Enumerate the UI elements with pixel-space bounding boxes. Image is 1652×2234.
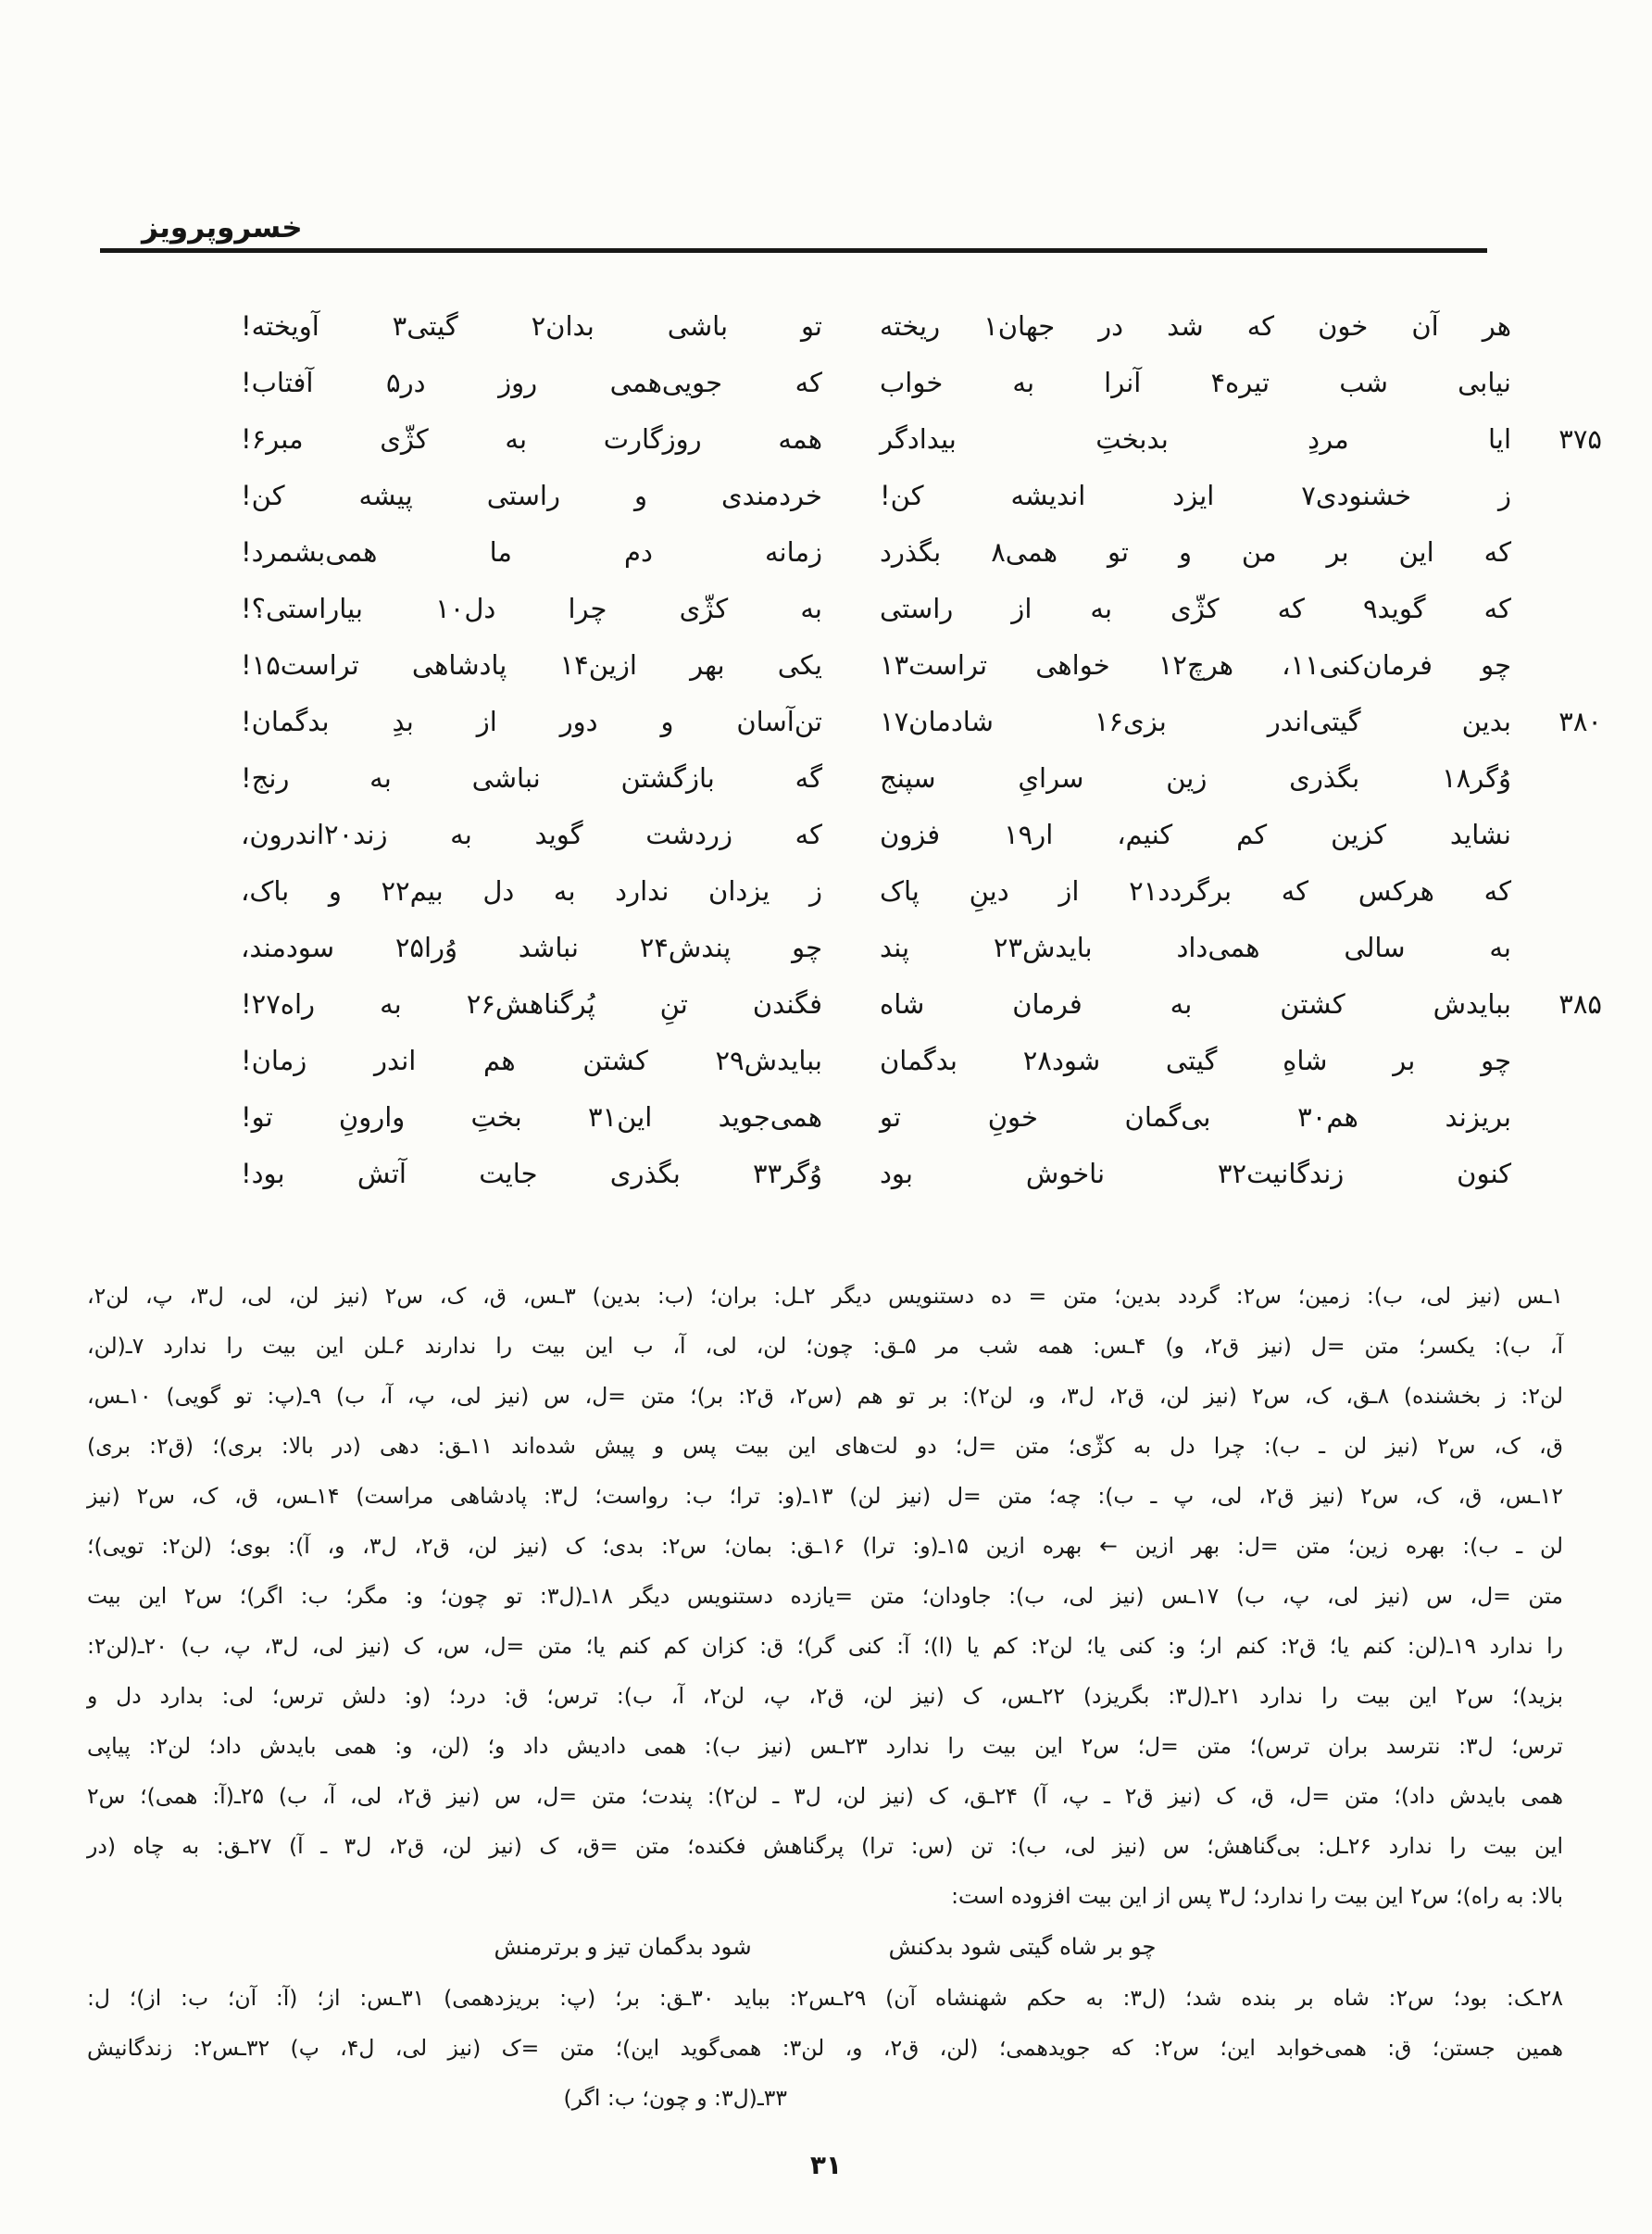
- column-gutter: [822, 581, 880, 637]
- apparatus-line: ۳۳ـ(ل۳: و چون؛ ب: اگر): [563, 2085, 787, 2111]
- column-gutter: [822, 298, 880, 355]
- hemistich-left: چو پندش۲۴ نباشد وُرا۲۵ سودمند،: [241, 932, 823, 963]
- hemistich-right: بدین گیتی‌اندر بزی۱۶ شادمان۱۷: [880, 706, 1512, 737]
- page-number: ۳۱: [809, 2150, 843, 2180]
- hemistich-left: تو باشی بدان۲ گیتی۳ آویخته!: [241, 310, 822, 342]
- hemistich-left: به کژّی چرا دل۱۰ بیاراستی؟!: [241, 593, 822, 624]
- apparatus-line: ۱ـس (نیز لی، ب): زمین؛ س۲: گردد بدین؛ متن = ده دستنویس دیگر ۲ـل: بران؛ (ب: بدین) ۳ـس، ق، ک، س۲ (نیز لن، لی، ل۳، پ، لن۲،: [87, 1283, 1564, 1309]
- apparatus-line: ۱۲ـس، ق، ک، س۲ (نیز ق۲، لی، پ ـ ب): چه؛ متن =ل (نیز لن) ۱۳ـ(و: ترا؛ ب: رواست؛ ل۳: پادشاهی مراست) ۱۴ـس، ق، ک، س۲ (نیز: [87, 1483, 1563, 1509]
- column-gutter: [822, 1033, 880, 1089]
- verse-row: [241, 298, 1511, 355]
- column-gutter: [822, 694, 880, 750]
- verse-row: [241, 694, 1602, 750]
- column-gutter: [822, 1089, 880, 1146]
- hemistich-right: نشاید کزین کم کنیم، ار۱۹ فزون: [880, 819, 1511, 850]
- running-title: خسروپرویز: [142, 211, 303, 245]
- header-rule: [100, 248, 1487, 253]
- verse-row: [241, 468, 1511, 524]
- verse-number: ۳۷۵: [1558, 423, 1602, 455]
- couplet-hemistich-right: چو بر شاه گیتی شود بدکنش: [888, 1933, 1157, 1960]
- column-gutter: [822, 920, 880, 976]
- verse-row: [241, 355, 1511, 411]
- verse-row: [241, 524, 1511, 581]
- hemistich-left: زمانه دم ما همی‌بشمرد!: [241, 536, 822, 568]
- verse-row: [241, 863, 1511, 920]
- apparatus-line: ترس؛ ل۳: نترسد بران ترس)؛ متن =ل؛ س۲ این بیت را ندارد ۲۳ـس (نیز ب): همی دادیش داد و؛ (لن، و: همی بایدش داد؛ لن۲: پیاپی: [87, 1733, 1563, 1759]
- apparatus-line: متن =ل، س (نیز لی، پ، ب) ۱۷ـس (نیز لی، ب): جاودان؛ متن =یازده دستنویس دیگر ۱۸ـ(ل۳: تو چون؛ و: مگر؛ ب: اگر)؛ س۲ این بیت: [87, 1583, 1563, 1609]
- verse-number: ۳۸۵: [1558, 988, 1602, 1020]
- verse-number: ۳۸۰: [1558, 706, 1602, 737]
- verse-row: [241, 411, 1602, 468]
- hemistich-left: یکی بهر ازین۱۴ پادشاهی تراست۱۵!: [241, 649, 822, 681]
- hemistich-left: وُگر۳۳ بگذری جایت آتش بود!: [241, 1158, 822, 1189]
- column-gutter: [822, 524, 880, 581]
- hemistich-left: ببایدش۲۹ کشتن هم اندر زمان!: [241, 1045, 822, 1076]
- apparatus-line: ۲۸ـک: بود؛ س۲: شاه بر بنده شد؛ (ل۳: به حکم شهنشاه آن) ۲۹ـس۲: بباید ۳۰ـق: بر؛ (پ: بریزدهمی) ۳۱ـس: از؛ (آ: آن؛ ب: از)؛ ل:: [87, 1985, 1563, 2011]
- hemistich-right: ایا مردِ بدبختِ بیدادگر: [880, 423, 1511, 455]
- hemistich-left: که زردشت گوید به زند۲۰اندرون،: [241, 819, 822, 850]
- verse-row: [241, 1033, 1511, 1089]
- hemistich-left: گه بازگشتن نباشی به رنج!: [241, 762, 822, 794]
- hemistich-left: ز یزدان ندارد به دل بیم۲۲ و باک،: [241, 875, 822, 907]
- column-gutter: [822, 750, 880, 807]
- couplet-hemistich-left: شود بدگمان تیز و برترمنش: [494, 1933, 752, 1960]
- hemistich-left: خردمندی و راستی پیشه کن!: [241, 480, 822, 511]
- apparatus-line: همین جستن؛ ق: همی‌خوابد این؛ س۲: که جویدهمی؛ (لن، ق۲، و، لن۳: همی‌گوید این)؛ متن =ک (نیز لی، ل۴، پ) ۳۲ـس۲: زندگانیش: [87, 2035, 1563, 2061]
- hemistich-left: فگندن تنِ پُرگناهش۲۶ به راه۲۷!: [241, 988, 823, 1020]
- inserted-couplet: [87, 1921, 1563, 1973]
- apparatus-line: بالا: به راه)؛ س۲ این بیت را ندارد؛ ل۳ پس از این بیت افزوده است:: [951, 1883, 1563, 1909]
- hemistich-left: همه روزگارت به کژّی مبر۶!: [241, 423, 822, 455]
- verse-row: [241, 637, 1511, 694]
- hemistich-left: که جویی‌همی روز در۵ آفتاب!: [241, 367, 822, 398]
- column-gutter: [822, 468, 880, 524]
- hemistich-right: ز خشنودی۷ ایزد اندیشه کن!: [880, 480, 1511, 511]
- hemistich-right: به سالی همی‌داد بایدش۲۳ پند: [880, 932, 1511, 963]
- apparatus-line: آ، ب): یکسر؛ متن =ل (نیز ق۲، و) ۴ـس: همه شب مر ۵ـق: چون؛ لن، لی، آ، ب این بیت را ندارند ۶ـلن این بیت را ندارد ۷ـ(لن،: [87, 1333, 1563, 1359]
- apparatus-line: ق، ک، س۲ (نیز لن ـ ب): چرا دل به کژّی؛ متن =ل؛ دو لت‌های این بیت پس و پیش شده‌اند ۱۱ـق: دهی (در بالا: بری)؛ (ق۲: بری): [87, 1433, 1563, 1459]
- verse-row: [241, 1146, 1511, 1202]
- verse-row: [241, 807, 1511, 863]
- apparatus-line: بزید)؛ س۲ این بیت را ندارد ۲۱ـ(ل۳: بگریزد) ۲۲ـس، ک (نیز لن، ق۲، پ، لن۲، آ، ب): ترس؛ ق: درد؛ (و: دلش ترس؛ لی: بدارد دل و: [87, 1683, 1563, 1709]
- apparatus-line: را ندارد ۱۹ـ(لن: کنم یا؛ ق۲: کنم ار؛ و: کنی یا؛ لن۲: کم یا (ا)؛ آ: کنی گر)؛ ق: کزان کم کنم یا؛ متن =ل، س، ک (نیز لی، ل۳، پ، ب) ۲۰ـ(لن۲:: [87, 1633, 1563, 1659]
- column-gutter: [822, 355, 880, 411]
- apparatus-line: لن۲: ز بخشنده) ۸ـق، ک، س۲ (نیز لن، ق۲، ل۳، و، لن۲): بر تو هم (س۲، ق۲: بر)؛ متن =ل، س (نیز لی، پ، آ، ب) ۹ـ(پ: تو گویی) ۱۰ـس،: [87, 1383, 1564, 1409]
- hemistich-right: که هرکس که برگردد۲۱ از دینِ پاک: [880, 875, 1511, 907]
- column-gutter: [822, 863, 880, 920]
- page-header: [100, 211, 1541, 253]
- hemistich-right: چو بر شاهِ گیتی شود۲۸ بدگمان: [880, 1045, 1512, 1076]
- hemistich-right: هر آن خون که شد در جهان۱ ریخته: [880, 310, 1512, 342]
- hemistich-right: که گوید۹ که کژّی به از راستی: [880, 593, 1511, 624]
- verse-row: [241, 750, 1511, 807]
- column-gutter: [822, 807, 880, 863]
- hemistich-right: کنون زندگانیت۳۲ ناخوش بود: [880, 1158, 1511, 1189]
- apparatus-line: همی بایدش داد)؛ متن =ل، ق، ک (نیز ق۲ ـ پ، آ) ۲۴ـق، ک (نیز لن، ل۳ ـ لن۲): پندت؛ متن =ل، س (نیز ق۲، لی، آ، ب) ۲۵ـ(آ: همی)؛ س۲: [87, 1783, 1564, 1809]
- column-gutter: [822, 637, 880, 694]
- column-gutter: [822, 1146, 880, 1202]
- verse-row: [241, 920, 1511, 976]
- hemistich-left: تن‌آسان و دور از بدِ بدگمان!: [241, 706, 822, 737]
- apparatus-line: لن ـ ب): بهره زین؛ متن =ل: بهر ازین ← بهره ازین ۱۵ـ(و: ترا) ۱۶ـق: بمان؛ س۲: بدی؛ ک (نیز لن، ق۲، ل۳، و، آ): بوی؛ (لن۲: تویی)؛: [87, 1533, 1563, 1559]
- verse-row: [241, 1089, 1511, 1146]
- hemistich-right: ببایدش کشتن به فرمان شاه: [880, 988, 1511, 1020]
- apparatus-line: این بیت را ندارد ۲۶ـل: بی‌گناهش؛ س (نیز لی، ب): تن (س: ترا) پرگناهش فکنده؛ متن =ق، ک (نیز لن، ق۲، ل۳ ـ آ) ۲۷ـق: به چاه (در: [87, 1833, 1563, 1859]
- verse-row: [241, 976, 1602, 1033]
- verse-row: [241, 581, 1511, 637]
- hemistich-left: همی‌جوید این۳۱ بختِ وارونِ تو!: [241, 1101, 822, 1133]
- hemistich-right: که این بر من و تو همی۸ بگذرد: [880, 536, 1511, 568]
- critical-apparatus: [87, 1271, 1563, 2123]
- hemistich-right: نیابی شب تیره۴ آنرا به خواب: [880, 367, 1511, 398]
- hemistich-right: وُگر۱۸ بگذری زین سرایِ سپنج: [880, 762, 1511, 794]
- column-gutter: [822, 976, 880, 1033]
- hemistich-right: بریزند هم۳۰ بی‌گمان خونِ تو: [880, 1101, 1511, 1133]
- column-gutter: [822, 411, 880, 468]
- poem-section: [241, 298, 1602, 1202]
- hemistich-right: چو فرمان‌کنی۱۱، هرچ۱۲ خواهی تراست۱۳: [880, 649, 1511, 681]
